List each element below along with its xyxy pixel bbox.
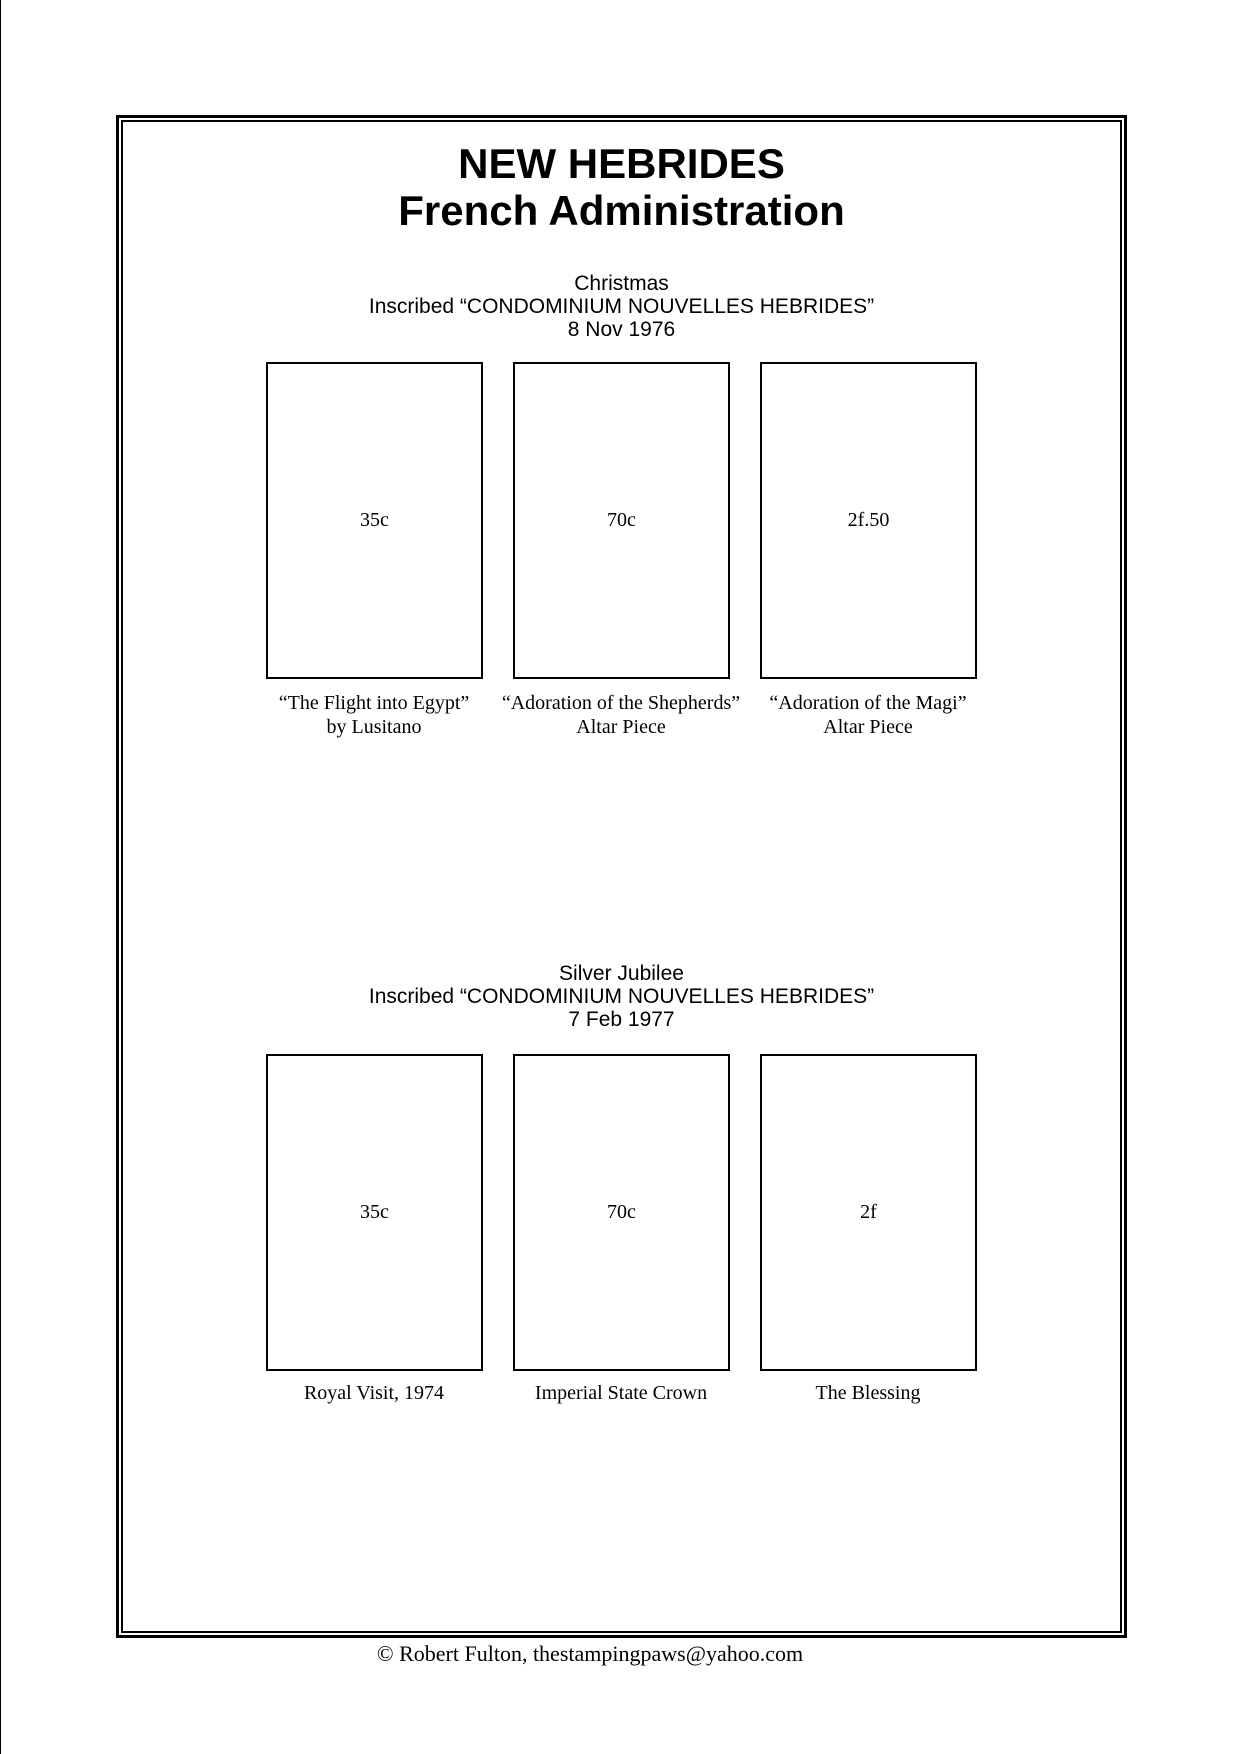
caption-line-1: Imperial State Crown [534, 1382, 708, 1404]
section-1-heading [116, 272, 1127, 341]
stamp-box [760, 362, 977, 679]
page-title [116, 140, 1127, 234]
page-edge-line [0, 0, 1, 1754]
caption-line-1: The Blessing [815, 1382, 921, 1404]
stamp-box [266, 1054, 483, 1371]
album-page-frame-inner-rule [121, 120, 1122, 1633]
stamp-value: 70c [607, 1201, 636, 1223]
stamp-caption [718, 1381, 1018, 1405]
stamp-box [760, 1054, 977, 1371]
stamp-box [513, 362, 730, 679]
caption-line-1: “The Flight into Egypt” [278, 692, 470, 714]
stamp-row-2 [116, 1054, 1127, 1371]
stamp-value: 35c [360, 509, 389, 531]
page-title-line-1: NEW HEBRIDES [458, 140, 785, 187]
section-2-name: Silver Jubilee [559, 962, 684, 985]
caption-line-2: Altar Piece [576, 716, 666, 738]
section-1-inscription: Inscribed “CONDOMINIUM NOUVELLES HEBRIDES” [368, 295, 875, 318]
album-page-frame [116, 115, 1127, 1638]
page-title-line-2: French Administration [398, 187, 845, 234]
section-1-name: Christmas [574, 272, 669, 295]
caption-line-1: “Adoration of the Shepherds” [501, 692, 741, 714]
caption-line-2: by Lusitano [326, 716, 422, 738]
stamp-box [513, 1054, 730, 1371]
caption-line-2: Altar Piece [823, 716, 913, 738]
stamp-value: 70c [607, 509, 636, 531]
section-2-heading [116, 962, 1127, 1031]
stamp-value: 35c [360, 1201, 389, 1223]
footer-credit: © Robert Fulton, thestampingpaws@yahoo.com [376, 1641, 804, 1666]
stamp-row-1 [116, 362, 1127, 679]
stamp-caption [718, 691, 1018, 739]
section-2-date: 7 Feb 1977 [568, 1008, 675, 1031]
section-2-inscription: Inscribed “CONDOMINIUM NOUVELLES HEBRIDES” [368, 985, 875, 1008]
stamp-value: 2f.50 [847, 509, 890, 531]
caption-line-1: “Adoration of the Magi” [769, 692, 967, 714]
caption-line-1: Royal Visit, 1974 [303, 1382, 445, 1404]
stamp-box [266, 362, 483, 679]
section-1-date: 8 Nov 1976 [567, 318, 676, 341]
stamp-value: 2f [860, 1201, 877, 1223]
